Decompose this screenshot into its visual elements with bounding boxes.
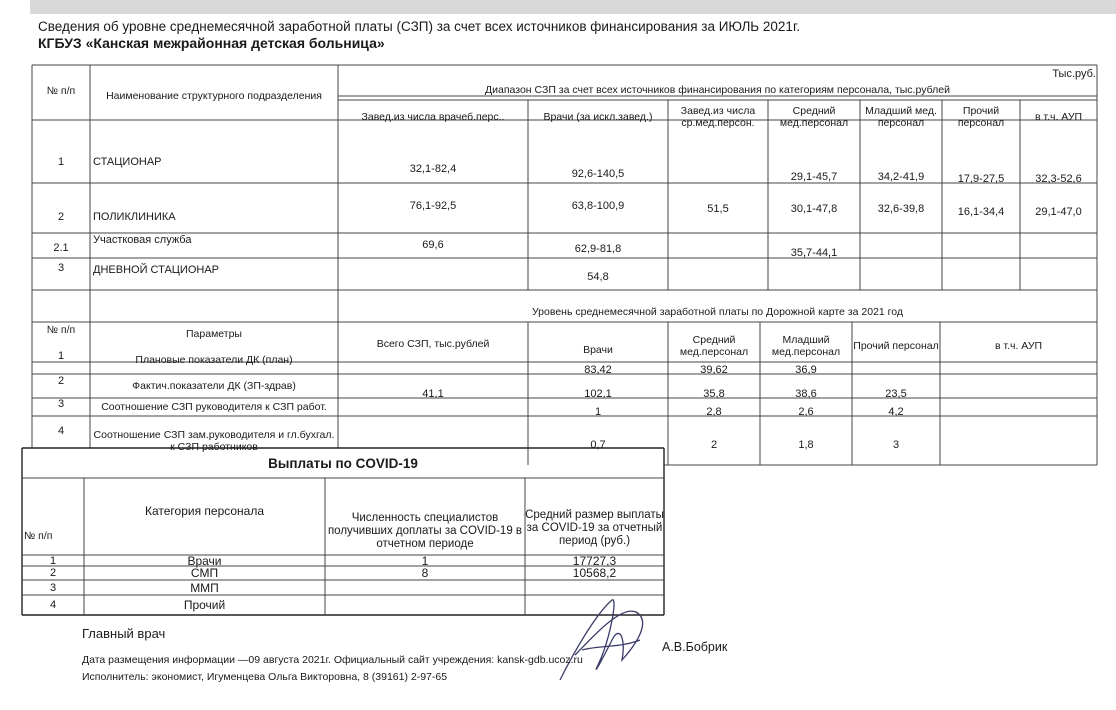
roadmap-value-cell — [338, 404, 528, 420]
roadmap-value-cell: 3 — [892, 439, 900, 451]
roadmap-value-cell: 2 — [710, 439, 718, 451]
t2-col-num-header: № п/п — [46, 324, 76, 336]
salary-range-cell — [338, 268, 528, 286]
t1-col-header: Младший мед. персонал — [865, 105, 937, 129]
salary-range-cell: 32,6-39,8 — [877, 203, 925, 215]
salary-range-cell — [668, 168, 768, 186]
salary-range-cell — [860, 268, 942, 286]
salary-range-cell — [942, 244, 1020, 262]
covid-category: Прочий — [183, 598, 226, 612]
covid-category: СМП — [190, 566, 219, 580]
covid-col-category-header: Категория персонала — [144, 504, 265, 518]
salary-range-cell — [668, 268, 768, 286]
roadmap-value-cell: 36,9 — [795, 364, 817, 376]
units-label: Тыс.руб. — [1052, 68, 1096, 80]
t1-col-header: Врачи (за искл.завед.) — [543, 111, 653, 123]
salary-range-cell: 51,5 — [707, 203, 729, 215]
t1-col-header: Прочий персонал — [957, 105, 1005, 129]
salary-range-cell — [860, 244, 942, 262]
t2-title: Уровень среднемесячной заработной платы по Дорожной карте за 2021 год — [531, 306, 903, 318]
roadmap-value-cell: 102,1 — [584, 388, 612, 400]
department-name: Участковая служба — [93, 234, 192, 246]
salary-range-cell: 54,8 — [587, 271, 609, 283]
parameter-name: Плановые показатели ДК (план) — [135, 354, 293, 366]
t2-col-header: Младший мед.персонал — [771, 334, 841, 358]
signer-name: А.В.Бобрик — [662, 640, 728, 654]
salary-range-cell: 62,9-81,8 — [574, 243, 622, 255]
salary-range-cell — [668, 240, 768, 258]
t1-col-header: Завед.из числа врачеб.перс.. — [361, 111, 505, 123]
covid-category: ММП — [190, 580, 219, 595]
table-row-number: 1 — [57, 156, 65, 168]
department-name: ДНЕВНОЙ СТАЦИОНАР — [93, 264, 220, 276]
parameter-name: Фактич.показатели ДК (ЗП-здрав) — [132, 380, 296, 392]
roadmap-value-cell: 35,8 — [703, 388, 725, 400]
roadmap-value-cell: 41,1 — [422, 388, 444, 400]
covid-col-avg-header: Средний размер выплаты за COVID-19 за отчетный период (руб.) — [525, 508, 664, 547]
covid-average-payment — [525, 595, 664, 615]
t1-col-header: Завед.из числа ср.мед.персон. — [680, 105, 756, 129]
t1-col-name-header: Наименование структурного подразделения — [106, 90, 322, 102]
roadmap-value-cell — [852, 362, 940, 378]
t1-col-num-header: № п/п — [46, 85, 76, 97]
roadmap-value-cell: 38,6 — [795, 388, 817, 400]
covid-average-payment: 10568,2 — [572, 566, 617, 580]
salary-range-cell: 29,1-47,0 — [1035, 206, 1082, 218]
covid-col-num-header: № п/п — [24, 530, 53, 542]
roadmap-value-cell — [940, 404, 1097, 420]
roadmap-value-cell — [940, 437, 1097, 453]
covid-average-payment: 17727,3 — [572, 553, 617, 568]
salary-range-cell: 16,1-34,4 — [957, 206, 1005, 218]
publication-date-line: Дата размещения информации —09 августа 2021г. Официальный сайт учреждения: kansk-gdb.ucoz.ru — [82, 654, 583, 666]
roadmap-value-cell: 2,8 — [706, 406, 722, 418]
organization-name: КГБУЗ «Канская межрайонная детская больница» — [38, 35, 385, 51]
table-row-number: 2 — [57, 211, 65, 223]
covid-title: Выплаты по COVID-19 — [268, 455, 418, 471]
roadmap-value-cell: 4,2 — [888, 406, 904, 418]
covid-count: 8 — [421, 566, 429, 580]
t1-col-header: Средний мед.персонал — [779, 105, 849, 129]
covid-row-number: 2 — [49, 567, 57, 579]
department-name: ПОЛИКЛИНИКА — [93, 211, 176, 223]
table-row-number: 3 — [57, 262, 65, 274]
t2-col-header: Прочий персонал — [853, 340, 939, 352]
covid-category: Врачи — [187, 553, 222, 568]
salary-range-cell: 63,8-100,9 — [571, 200, 625, 212]
table-row-number: 3 — [57, 398, 65, 410]
roadmap-value-cell — [940, 386, 1097, 402]
salary-range-cell — [768, 268, 860, 286]
salary-range-cell — [942, 268, 1020, 286]
roadmap-value-cell — [338, 362, 528, 378]
t2-col-params-header: Параметры — [186, 328, 242, 340]
roadmap-value-cell: 1,8 — [798, 439, 814, 451]
parameter-name: Соотношение СЗП зам.руководителя и гл.бухгал. к СЗП работников — [93, 428, 335, 453]
salary-range-cell: 32,1-82,4 — [409, 163, 457, 175]
salary-range-cell: 35,7-44,1 — [790, 247, 838, 259]
covid-count: 1 — [421, 553, 429, 568]
chief-doctor-label: Главный врач — [82, 626, 166, 641]
table-row-number: 2.1 — [53, 242, 69, 254]
covid-count — [325, 595, 525, 615]
salary-range-cell: 92,6-140,5 — [571, 168, 625, 180]
salary-range-cell: 17,9-27,5 — [957, 173, 1005, 185]
salary-range-cell — [1020, 244, 1097, 262]
covid-row-number: 3 — [49, 581, 57, 594]
roadmap-value-cell: 83,42 — [584, 364, 612, 376]
covid-row-number: 4 — [49, 599, 57, 611]
table-row-number: 1 — [57, 350, 65, 362]
covid-count — [325, 580, 525, 595]
covid-average-payment — [525, 580, 664, 595]
t1-col-header: в т.ч. АУП — [1034, 111, 1083, 123]
t2-col-header: Всего СЗП, тыс.рублей — [376, 338, 490, 350]
roadmap-value-cell — [940, 362, 1097, 378]
t2-col-header: в т.ч. АУП — [994, 340, 1043, 352]
salary-range-cell: 69,6 — [422, 239, 444, 251]
t1-range-header: Диапазон СЗП за счет всех источников финансирования по категориям персонала, тыс.рублей — [485, 84, 950, 96]
covid-row-number: 1 — [49, 554, 57, 567]
salary-range-cell — [1020, 268, 1097, 286]
roadmap-value-cell: 1 — [594, 406, 602, 418]
department-name: СТАЦИОНАР — [93, 156, 162, 168]
covid-col-count-header: Численность специалистов получивших доплаты за COVID-19 в отчетном периоде — [327, 511, 523, 550]
salary-range-cell: 34,2-41,9 — [877, 171, 925, 183]
t2-col-header: Средний мед.персонал — [679, 334, 749, 358]
roadmap-value-cell: 23,5 — [885, 388, 907, 400]
roadmap-value-cell: 2,6 — [798, 406, 814, 418]
t2-col-header: Врачи — [583, 344, 613, 356]
salary-range-cell: 76,1-92,5 — [409, 200, 457, 212]
parameter-name: Соотношение СЗП руководителя к СЗП работ. — [101, 401, 327, 413]
salary-range-cell: 30,1-47,8 — [790, 203, 838, 215]
salary-range-cell: 29,1-45,7 — [790, 171, 838, 183]
roadmap-value-cell: 39,62 — [700, 364, 728, 376]
table-row-number: 4 — [57, 425, 65, 437]
table-row-number: 2 — [57, 375, 65, 387]
executor-line: Исполнитель: экономист, Игуменцева Ольга Викторовна, 8 (39161) 2-97-65 — [82, 671, 448, 683]
roadmap-value-cell: 0,7 — [590, 439, 606, 451]
salary-range-cell: 32,3-52,6 — [1035, 173, 1082, 185]
report-title: Сведения об уровне среднемесячной заработной платы (СЗП) за счет всех источников финансирования за ИЮЛЬ 2021г. — [38, 19, 800, 34]
